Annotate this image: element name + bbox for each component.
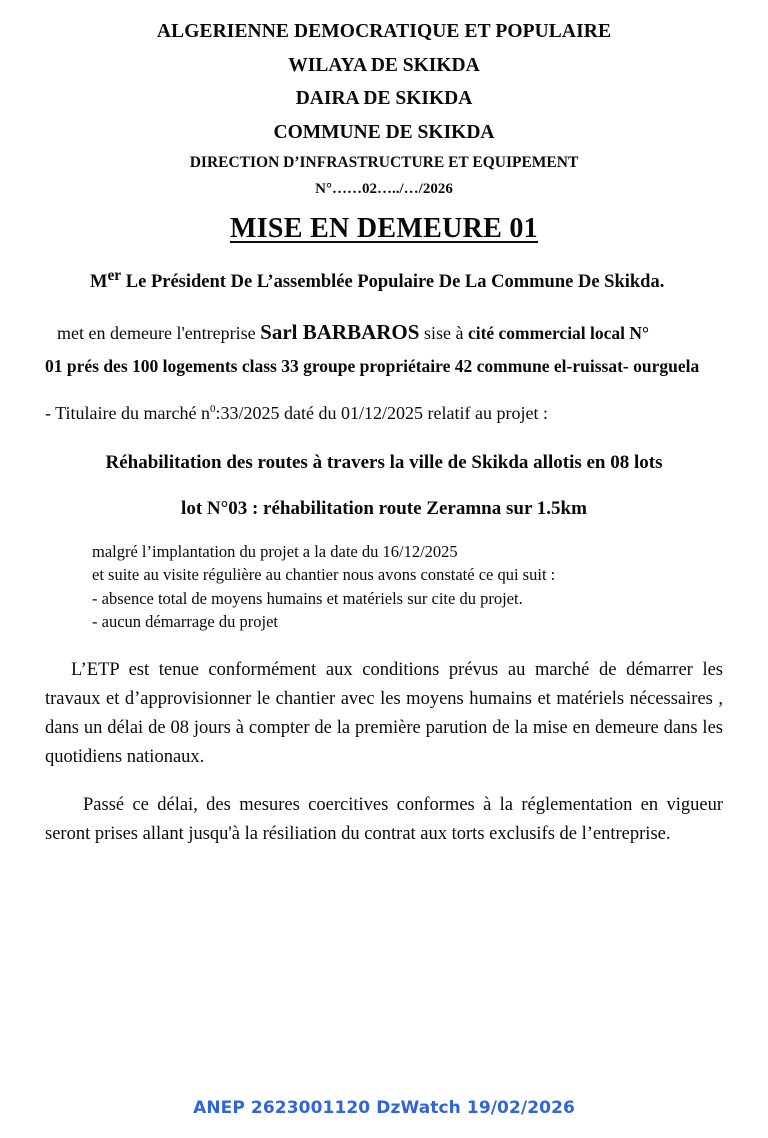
addressee-prefix-superscript: er	[107, 266, 122, 284]
page-title-wrapper	[0, 213, 768, 245]
document-header	[0, 0, 768, 197]
contract-number-superscript: 0	[209, 402, 216, 415]
header-wilaya-line: WILAYA DE SKIKDA	[288, 54, 480, 76]
body-paragraph-1: L’ETP est tenue conformément aux conditions prévus au marché de démarrer les travaux et d’approvisionner le chantier avec les moyens humains et matériels nécessaires , dans un délai de 08 jours à compter de la première parution de la mise en demeure dans les quotidiens nationaux.	[45, 659, 723, 768]
header-daira-line: DAIRA DE SKIKDA	[295, 88, 473, 109]
document-footer	[0, 1098, 768, 1118]
contract-reference-line	[45, 401, 723, 425]
enterprise-name: Sarl BARBAROS	[260, 320, 420, 345]
enterprise-address-line-2: 01 prés des 100 logements class 33 groupe propriétaire 42 commune el-ruissat- ourguela	[45, 356, 700, 377]
enterprise-address-line-1: cité commercial local N°	[467, 323, 650, 344]
addressee-paragraph	[45, 264, 723, 296]
header-reference-number: N°……02…../…/2026	[315, 180, 453, 197]
addressee-prefix: M	[90, 271, 108, 292]
contract-suffix: relatif au projet :	[423, 402, 548, 423]
enterprise-paragraph	[45, 314, 723, 382]
enterprise-middle-text: sise à	[419, 323, 468, 344]
project-lot-title: lot N°03 : réhabilitation route Zeramna sur 1.5km	[181, 497, 587, 519]
header-commune-line: COMMUNE DE SKIKDA	[273, 121, 495, 143]
addressee-text: Le Président De L’assemblée Populaire De La Commune De Skikda.	[121, 271, 665, 292]
anep-reference: ANEP 2623001120 DzWatch 19/02/2026	[193, 1098, 575, 1118]
document-body	[45, 264, 723, 850]
observation-line-3: - absence total de moyens humains et matériels sur cite du projet.	[92, 588, 523, 608]
project-title: Réhabilitation des routes à travers la ville de Skikda allotis en 08 lots	[105, 451, 663, 473]
header-direction-line: DIRECTION D’INFRASTRUCTURE ET EQUIPEMENT	[189, 154, 579, 171]
contract-date: 01/12/2025	[340, 402, 423, 423]
observation-line-4: - aucun démarrage du projet	[92, 612, 278, 632]
observation-line-1: malgré l’implantation du projet a la date du 16/12/2025	[92, 541, 458, 561]
body-paragraph-2: Passé ce délai, des mesures coercitives conformes à la réglementation en vigueur seront prises allant jusqu'à la résiliation du contrat aux torts exclusifs de l’entreprise.	[45, 794, 723, 845]
observation-line-2: et suite au visite régulière au chantier nous avons constaté ce qui suit :	[92, 565, 556, 585]
header-country-line: ALGERIENNE DEMOCRATIQUE ET POPULAIRE	[156, 21, 612, 42]
observations-block	[92, 540, 723, 634]
contract-prefix: - Titulaire du marché n	[45, 402, 210, 423]
enterprise-lead-text: met en demeure l'entreprise	[57, 323, 261, 344]
contract-number: :33/2025	[215, 402, 280, 423]
contract-dated-label: daté du	[279, 402, 341, 423]
page-title: MISE EN DEMEURE 01	[230, 212, 538, 244]
